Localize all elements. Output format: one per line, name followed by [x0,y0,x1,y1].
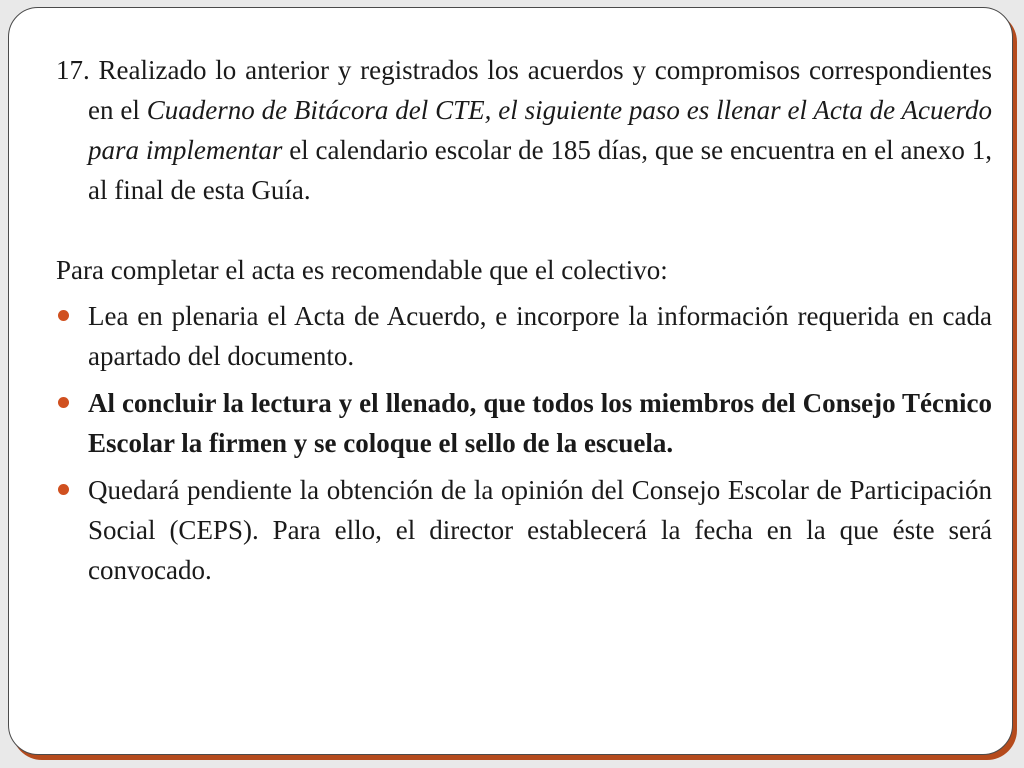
bullet-list [56,296,992,590]
bullet-dot-icon [58,484,69,495]
intro-text: Para completar el acta es recomendable que el colectivo: [56,255,668,285]
bullet-item [56,383,992,463]
paragraph-17-italic: Cuaderno de Bitácora del CTE, el siguiente paso es llenar el Acta de Acuerdo para implementar [88,95,992,165]
bullet-item [56,296,992,376]
bullet-text: Lea en plenaria el Acta de Acuerdo, e incorpore la información requerida en cada apartado del documento. [88,301,992,371]
slide-content [56,50,992,597]
paragraph-17-suffix: el calendario escolar de 185 días, que se encuentra en el anexo 1, al final de esta Guía. [88,135,993,205]
bullet-dot-icon [58,310,69,321]
bullet-dot-icon [58,397,69,408]
bullet-item [56,470,992,590]
paragraph-17-prefix: 17. Realizado lo anterior y registrados los acuerdos y compromisos correspondientes en el [56,55,992,125]
numbered-paragraph-17 [56,50,992,210]
bullet-text: Quedará pendiente la obtención de la opinión del Consejo Escolar de Participación Social (CEPS). Para ello, el director establecerá la fecha en la que éste será convocado. [88,475,992,585]
bullet-text: Al concluir la lectura y el llenado, que todos los miembros del Consejo Técnico Escolar la firmen y se coloque el sello de la escuela. [88,388,992,458]
